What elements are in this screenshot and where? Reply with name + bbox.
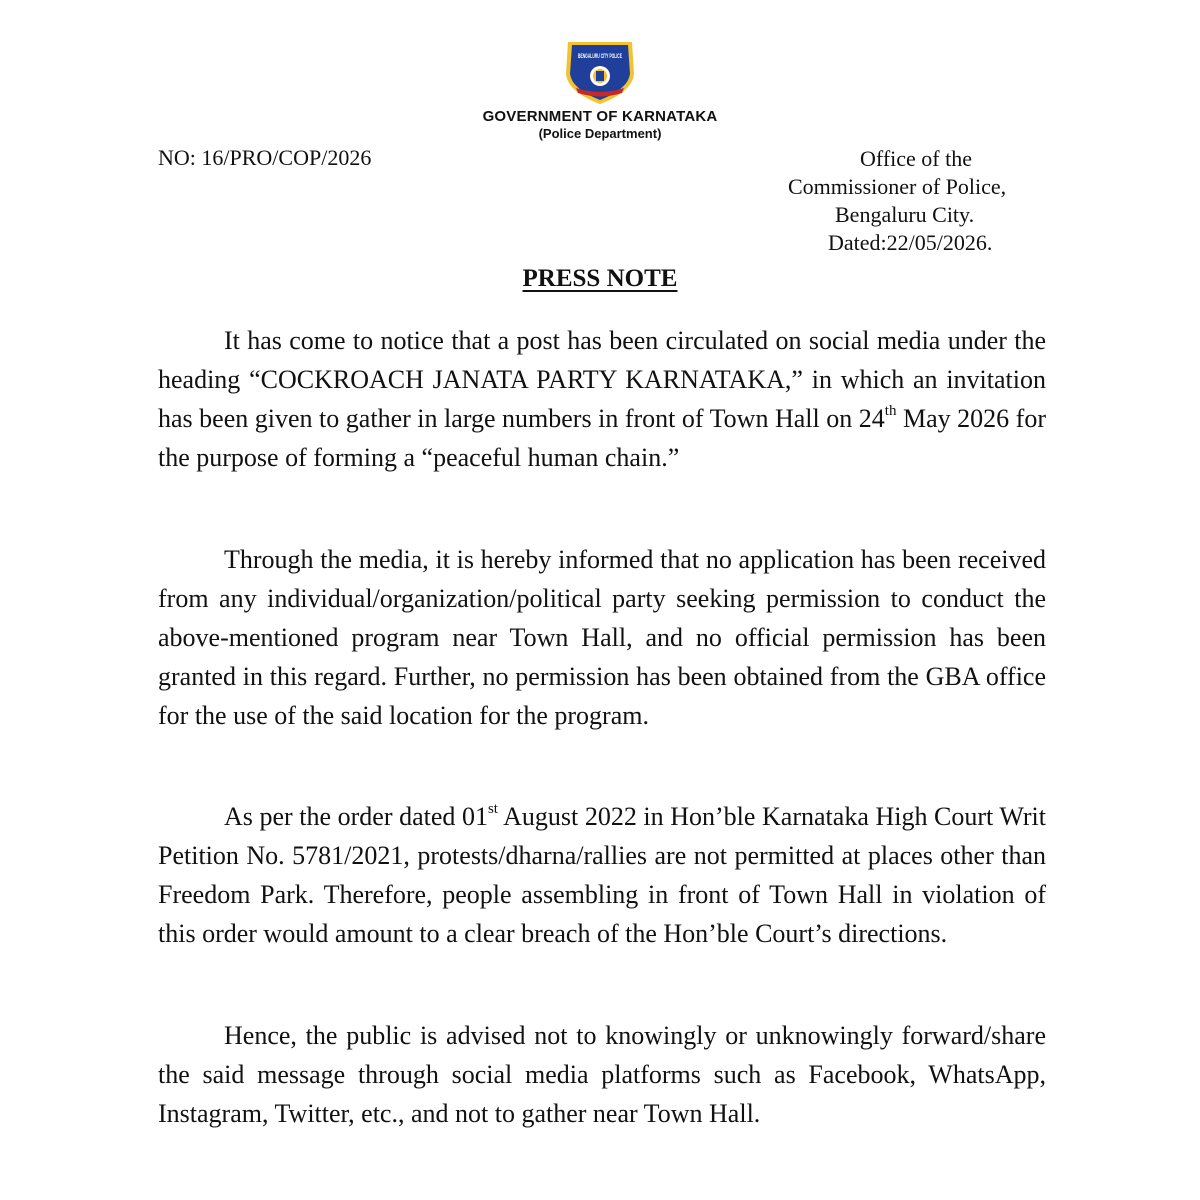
office-line-3: Bengaluru City. [835,202,975,227]
paragraph-1-text-a: It has come to notice that a post has been circulated on social media under the heading “COCKROACH JANATA PARTY KARNATAKA,” in which an invitation has been given to gather in large numbers in front of Town Hall on 24 [158,326,1046,433]
paragraph-1-text-b: May 2026 for the purpose of forming a “peaceful human chain.” [158,404,1046,472]
department-subtitle: (Police Department) [538,126,662,141]
paragraph-3-text-b: August 2022 in Hon’ble Karnataka High Court Writ Petition No. 5781/2021, protests/dharna/rallies are not permitted at places other than Freedom Park. Therefore, people assembling in front of Town Hall in violation of this order would amount to a clear breach of the Hon’ble Court’s directions. [158,802,1046,948]
date-line: Dated:22/05/2026. [828,230,993,255]
ordinal-suffix: th [884,403,897,420]
paragraph-3 [158,797,1046,953]
ordinal-suffix: st [487,801,498,818]
paragraph-2: Through the media, it is hereby informed that no application has been received from any individual/organization/political party seeking permission to conduct the above-mentioned program near Town Hall, and no official permission has been granted in this regard. Further, no permission has been obtained from the GBA office for the use of the said location for the program. [158,545,1046,730]
paragraph-1 [158,321,1046,477]
government-title: GOVERNMENT OF KARNATAKA [482,108,718,125]
bengaluru-city-police-emblem-icon [558,38,642,108]
paragraph-4: Hence, the public is advised not to knowingly or unknowingly forward/share the said message through social media platforms such as Facebook, WhatsApp, Instagram, Twitter, etc., and not to gather near Town Hall. [158,1021,1046,1128]
press-note-heading: PRESS NOTE [522,265,678,292]
paragraph-3-text-a: As per the order dated 01 [224,802,488,831]
reference-number: NO: 16/PRO/COP/2026 [158,145,372,170]
office-address-block [780,145,1060,257]
emblem-text: BENGALURU CITY POLICE [578,54,622,60]
office-line-1: Office of the [860,146,972,171]
office-line-2: Commissioner of Police, [788,174,1007,199]
